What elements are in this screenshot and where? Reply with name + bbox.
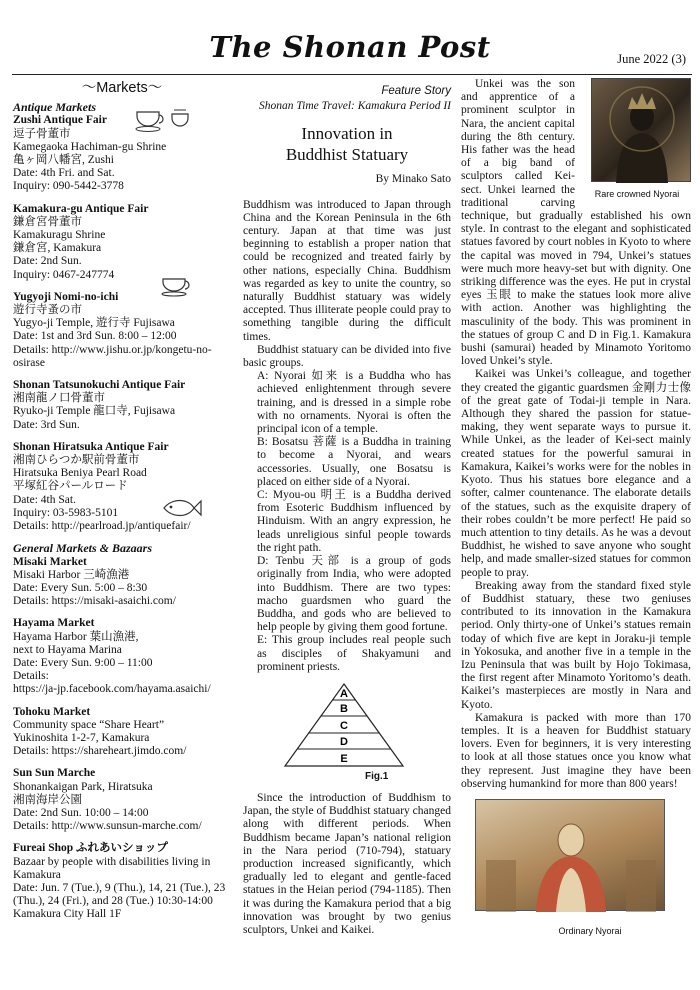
pyramid-level-a: A bbox=[340, 687, 348, 700]
market-detail-line: 湘南龍ノ口骨董市 bbox=[13, 392, 105, 405]
masthead-rule bbox=[12, 74, 692, 75]
statue-silhouette bbox=[592, 79, 692, 183]
paragraph-groups-intro: Buddhist statuary can be divided into five basic groups. bbox=[243, 343, 451, 370]
market-detail-line: Date: 4th Fri. and Sat. bbox=[13, 167, 115, 180]
market-detail-line[interactable]: https://ja-jp.facebook.com/hayama.asaichi/ bbox=[13, 683, 211, 696]
market-detail-line[interactable]: Details: http://www.sunsun-marche.com/ bbox=[13, 820, 202, 833]
market-name: Kamakura-gu Antique Fair bbox=[13, 202, 149, 215]
ordinary-nyorai-image bbox=[475, 799, 665, 911]
crowned-nyorai-image bbox=[591, 78, 691, 182]
paragraph-history: Since the introduction of Buddhism to Japan, the style of Buddhist statuary changed along with different periods. When Buddhism became Japan’s national religion in the Nara period (710-794), statuary production increased significantly, which gradually led to elegant and gentle-faced statues in the Heian period (794-1185). Then it was during the Kamakura period that a big innovation was brought by two genius sculptors, Unkei and Kaikei. bbox=[243, 791, 451, 936]
paragraph-innovation: Breaking away from the standard fixed style of Buddhist statuary, these two geniuses contributed to its innovation in the Kamakura period. Only thirty-one of Unkei’s statues remain today of which five are kept in Joraku-ji temple in Yokosuka, and another five in a temple in the Izu Peninsula that was built by Hojo Tokimasa, the first regent after Minamoto Yoritomo’s death. Kaikei’s masterpieces are mostly in Nara and Kyoto. bbox=[461, 579, 691, 711]
market-detail-line: Kamakura City Hall 1F bbox=[13, 908, 122, 921]
ordinary-nyorai-caption: Ordinary Nyorai bbox=[558, 925, 622, 936]
market-name: Zushi Antique Fair bbox=[13, 114, 107, 127]
market-name: Yugyoji Nomi-no-ichi bbox=[13, 290, 119, 303]
market-detail-line[interactable]: Details: https://misaki-asaichi.com/ bbox=[13, 595, 176, 608]
market-detail-line[interactable]: Details: http://www.jishu.or.jp/kongetu-no-osirase bbox=[13, 343, 212, 369]
market-name: Shonan Tatsunokuchi Antique Fair bbox=[13, 379, 186, 392]
paragraph-unkei: Unkei was the son and apprentice of a prominent sculptor in Nara, the ancient capital during the 8th century. His father was the head of a big band of sculptors called Kei-sect. Unkei learned the traditional carving technique, but gradually established his own style. In contrast to the elegant and sophisticated statues favored by court nobles in Kyoto to where the capital was moved in 794, Unkei’s statues were much more heavy-set but with dignity. One striking difference was the eyes. He put in crystal eyes 玉眼 to make the statues look more alive with action. Another was highlighting the masculinity of the body. This was prominent in the statues of group C and D in Fig.1. Kamakura bushi (samurai) headed by Minamoto Yoritomo loved Unkei’s style. bbox=[461, 78, 691, 368]
figure-caption: Fig.1 bbox=[365, 770, 389, 782]
market-detail-line: Date: 4th Sat. bbox=[13, 493, 76, 506]
market-detail-line: 逗子骨董市 bbox=[13, 127, 71, 140]
market-entry bbox=[13, 706, 231, 759]
market-detail-line: Hiratsuka Beniya Pearl Road bbox=[13, 467, 147, 480]
photo-crowned-nyorai bbox=[583, 78, 691, 201]
market-detail-line: Date: Every Sun. 5:00 – 8:30 bbox=[13, 581, 148, 594]
pyramid-level-c: C bbox=[340, 719, 348, 732]
feature-kicker: Shonan Time Travel: Kamakura Period II bbox=[259, 100, 451, 113]
market-detail-line: 湘南海岸公園 bbox=[13, 793, 82, 806]
market-detail-line: Date: 2nd Sun. bbox=[13, 255, 82, 268]
fish-icon bbox=[160, 497, 202, 519]
market-detail-line: 鎌倉宮, Kamakura bbox=[13, 242, 102, 255]
market-detail-line: Date: Every Sun. 9:00 – 11:00 bbox=[13, 656, 153, 669]
paragraph-conclusion: Kamakura is packed with more than 170 temples. It is a heaven for Buddhist statuary lovers. Even for beginners, it is very interesting to look at all those statues once you know what they represent. Just imagine they have been observing humankind for more than 800 years! bbox=[461, 711, 691, 790]
pyramid-level-d: D bbox=[340, 735, 348, 748]
markets-heading: 〜Markets〜 bbox=[81, 80, 163, 96]
teacup-icon bbox=[160, 275, 194, 297]
market-name: Hayama Market bbox=[13, 617, 95, 630]
market-entry bbox=[13, 842, 231, 921]
market-entry bbox=[13, 379, 231, 432]
headline-line-2: Buddhist Statuary bbox=[285, 145, 409, 165]
market-detail-line: Date: 2nd Sun. 10:00 – 14:00 bbox=[13, 806, 149, 819]
market-detail-line: Date: 3rd Sun. bbox=[13, 418, 80, 431]
group-item-b: B: Bosatsu 菩薩 is a Buddha in training to become a Nyorai, and wears accessories. Usually, one Bosatsu is placed on either side of a Nyorai. bbox=[257, 436, 451, 488]
antique-market-list bbox=[13, 114, 231, 533]
market-detail-line: Misaki Harbor 三崎漁港 bbox=[13, 568, 130, 581]
market-name: Shonan Hiratsuka Antique Fair bbox=[13, 440, 169, 453]
market-detail-line: Ryuko-ji Temple 龍口寺, Fujisawa bbox=[13, 405, 176, 418]
feature-column bbox=[243, 78, 451, 937]
market-name: Fureai Shop ふれあいショップ bbox=[13, 842, 168, 855]
market-detail-line: Inquiry: 0467-247774 bbox=[13, 268, 115, 281]
market-entry bbox=[13, 617, 231, 696]
statue-figure bbox=[476, 800, 666, 912]
market-entry bbox=[13, 114, 231, 193]
market-detail-line: Shonankaigan Park, Hiratsuka bbox=[13, 780, 153, 793]
market-detail-line[interactable]: Details: https://shareheart.jimdo.com/ bbox=[13, 745, 187, 758]
general-markets-heading: General Markets & Bazaars bbox=[13, 541, 153, 556]
market-detail-line: Yukinoshita 1-2-7, Kamakura bbox=[13, 731, 150, 744]
market-detail-line: Inquiry: 03-5983-5101 bbox=[13, 506, 119, 519]
paragraph-intro: Buddhism was introduced to Japan through China and the Korean Peninsula in the 6th century. Japan at that time was just beginning to establish a proper nation that could be recognized and treated fairly by other nations, especially China. Buddhism was regarded as key to unite the country, so naturally Buddhist statuary was widely accepted. Thus illiterate people could pray to something tangible during the difficult times. bbox=[243, 198, 451, 343]
market-name: Tohoku Market bbox=[13, 705, 91, 718]
market-detail-line: Bazaar by people with disabilities living in Kamakura bbox=[13, 855, 211, 881]
masthead bbox=[0, 0, 700, 76]
feature-label: Feature Story bbox=[381, 85, 451, 97]
market-detail-line: 平塚紅谷パールロード bbox=[13, 480, 128, 493]
market-entry bbox=[13, 556, 231, 609]
market-entry bbox=[13, 291, 231, 370]
pyramid-level-e: E bbox=[340, 752, 348, 765]
market-detail-line: Kamakuragu Shrine bbox=[13, 229, 106, 242]
market-detail-line: Yugyo-ji Temple, 遊行寺 Fujisawa bbox=[13, 317, 175, 330]
market-entry bbox=[13, 767, 231, 833]
crowned-nyorai-caption: Rare crowned Nyorai bbox=[594, 189, 680, 199]
figure-pyramid bbox=[243, 682, 451, 786]
market-detail-line: Details: bbox=[13, 670, 49, 683]
market-entry bbox=[13, 441, 231, 533]
market-detail-line: Kamegaoka Hachiman-gu Shrine bbox=[13, 140, 167, 153]
group-item-c: C: Myou-ou 明王 is a Buddha derived from Esoteric Buddhism influenced by Hinduism. With an angry expression, he leads unreligious sinful people towards the right path. bbox=[257, 489, 451, 554]
market-name: Misaki Market bbox=[13, 555, 87, 568]
pyramid-diagram bbox=[279, 682, 409, 770]
market-detail-line: next to Hayama Marina bbox=[13, 643, 122, 656]
headline-line-1: Innovation in bbox=[301, 124, 393, 144]
market-detail-line: 鎌倉宮骨董市 bbox=[13, 215, 82, 228]
market-detail-line: 亀ヶ岡八幡宮, Zushi bbox=[13, 154, 114, 167]
issue-date: June 2022 (3) bbox=[617, 52, 686, 66]
group-item-a: A: Nyorai 如来 is a Buddha who has achieved enlightenment through severe training, and is dressed in a simple robe with no ornaments. Nyorai is often the principal icon of a temple. bbox=[257, 370, 451, 436]
feature-column-continued bbox=[461, 78, 691, 938]
paragraph-kaikei: Kaikei was Unkei’s colleague, and together they created the gigantic guardsmen 金剛力士像 of the great gate of Todai-ji temple in Nara. Although they shared the passion for statue-making, they went separate ways to pursue it. While Unkei, as the leader of Kei-sect mainly created statues for the powerful samurai in Kamakura, Kaikei’s works were for the nobles in Kyoto. Thus his statues bore elegance and a softer, calmer countenance. The elaborate details of the statues, such as the exquisite drapery of their robes couldn’t be more perfect! He paid so much attention to tiny details. As he was a devout Buddhist, he wished to save anyone who sought help, and made smaller-sized statues for common people to pray. bbox=[461, 368, 691, 579]
teacups-icon bbox=[134, 106, 196, 132]
group-item-e: E: This group includes real people such as disciples of Shakyamuni and prominent priests. bbox=[257, 634, 451, 673]
group-item-d: D: Tenbu 天部 is a group of gods originally from India, who were adopted into Buddhism. There are two types: macho guardsmen who guard the Buddha, and gods who are believed to help people by giving them good fortune. bbox=[257, 555, 451, 634]
market-detail-line[interactable]: Details: http://pearlroad.jp/antiquefair/ bbox=[13, 520, 191, 533]
byline: By Minako Sato bbox=[375, 173, 451, 186]
market-detail-line: Inquiry: 090-5442-3778 bbox=[13, 180, 124, 193]
market-detail-line: Community space “Share Heart” bbox=[13, 718, 165, 731]
antique-markets-heading: Antique Markets bbox=[13, 100, 97, 115]
feature-headline bbox=[243, 123, 451, 165]
newspaper-title: The Shonan Post bbox=[209, 30, 491, 64]
general-market-list bbox=[13, 556, 231, 922]
market-name: Sun Sun Marche bbox=[13, 767, 96, 780]
market-detail-line: 湘南ひらつか駅前骨董市 bbox=[13, 454, 140, 467]
market-entry bbox=[13, 203, 231, 282]
photo-ordinary-nyorai bbox=[475, 799, 665, 938]
market-detail-line: 遊行寺蚤の市 bbox=[13, 304, 82, 317]
market-detail-line: Date: Jun. 7 (Tue.), 9 (Thu.), 14, 21 (Tue.), 23 (Thu.), 24 (Fri.), and 28 (Tue.) 10:30-14:00 bbox=[13, 881, 226, 908]
pyramid-level-b: B bbox=[340, 702, 348, 715]
market-detail-line: Date: 1st and 3rd Sun. 8:00 – 12:00 bbox=[13, 330, 177, 343]
market-detail-line: Hayama Harbor 葉山漁港, bbox=[13, 630, 139, 643]
